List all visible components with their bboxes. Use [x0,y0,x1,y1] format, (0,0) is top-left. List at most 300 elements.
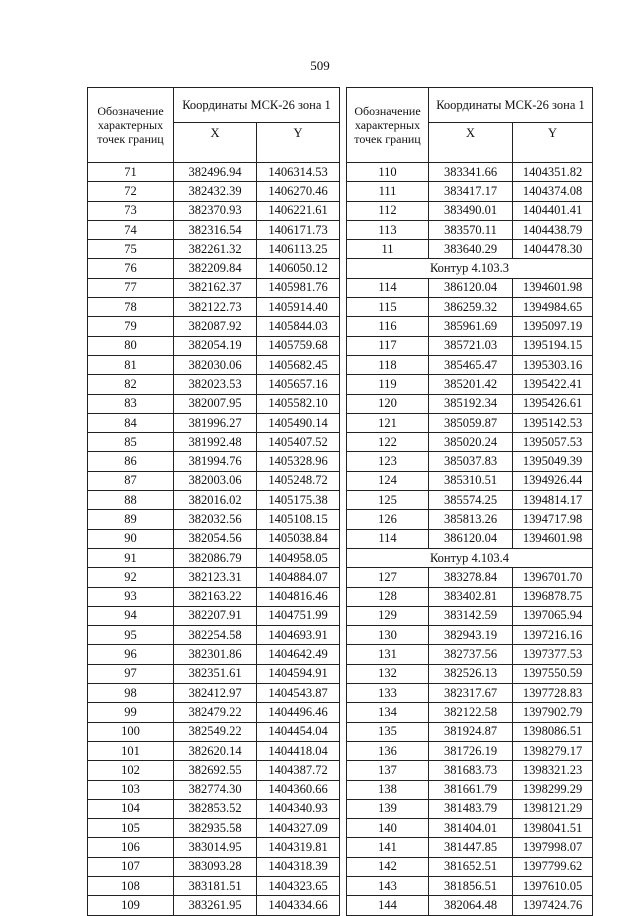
point-cell: 143 [347,876,429,895]
table-row [88,626,340,645]
y-cell: 1397550.59 [513,664,593,683]
table-row [347,896,593,915]
point-cell: 71 [88,163,174,182]
y-cell: 1406171.73 [257,220,340,239]
y-cell: 1404543.87 [257,684,340,703]
y-cell: 1404478.30 [513,240,593,259]
point-designation-header: Обозначение характерных точек границ [88,88,174,163]
point-cell: 91 [88,548,174,567]
x-header: X [429,123,513,163]
contour-row [347,548,593,567]
table-row [347,201,593,220]
table-row [347,684,593,703]
point-cell: 124 [347,471,429,490]
table-row [347,741,593,760]
point-cell: 97 [88,664,174,683]
table-row [347,182,593,201]
table-row [88,240,340,259]
table-row [347,606,593,625]
y-cell: 1404401.41 [513,201,593,220]
y-header: Y [257,123,340,163]
y-cell: 1397216.16 [513,626,593,645]
coordinates-table-left [87,87,340,916]
y-cell: 1405844.03 [257,317,340,336]
table-row [347,298,593,317]
y-cell: 1397728.83 [513,684,593,703]
x-cell: 382054.56 [174,529,257,548]
y-cell: 1406050.12 [257,259,340,278]
x-cell: 381994.76 [174,452,257,471]
y-cell: 1404319.81 [257,838,340,857]
table-row [88,182,340,201]
table-row [347,664,593,683]
point-cell: 101 [88,741,174,760]
point-cell: 129 [347,606,429,625]
point-cell: 79 [88,317,174,336]
point-cell: 11 [347,240,429,259]
point-cell: 73 [88,201,174,220]
point-cell: 116 [347,317,429,336]
point-cell: 114 [347,529,429,548]
point-cell: 104 [88,799,174,818]
y-cell: 1404693.91 [257,626,340,645]
point-cell: 112 [347,201,429,220]
x-cell: 383014.95 [174,838,257,857]
x-cell: 383261.95 [174,896,257,915]
table-row [88,510,340,529]
x-cell: 382943.19 [429,626,513,645]
point-cell: 122 [347,433,429,452]
contour-row [347,259,593,278]
y-cell: 1394601.98 [513,278,593,297]
table-row [347,568,593,587]
left-table-body [88,163,340,916]
x-cell: 382432.39 [174,182,257,201]
x-cell: 383278.84 [429,568,513,587]
point-cell: 82 [88,375,174,394]
table-row [88,780,340,799]
y-cell: 1398121.29 [513,799,593,818]
x-cell: 385201.42 [429,375,513,394]
point-cell: 90 [88,529,174,548]
x-cell: 385037.83 [429,452,513,471]
x-cell: 382853.52 [174,799,257,818]
point-cell: 85 [88,433,174,452]
point-cell: 86 [88,452,174,471]
point-cell: 119 [347,375,429,394]
y-cell: 1396701.70 [513,568,593,587]
x-cell: 382412.97 [174,684,257,703]
y-cell: 1395194.15 [513,336,593,355]
y-cell: 1406113.25 [257,240,340,259]
table-row [347,703,593,722]
table-row [88,298,340,317]
point-cell: 84 [88,413,174,432]
y-cell: 1404958.05 [257,548,340,567]
y-cell: 1395422.41 [513,375,593,394]
contour-label: Контур 4.103.4 [347,548,593,567]
y-cell: 1404454.04 [257,722,340,741]
point-cell: 76 [88,259,174,278]
x-cell: 385020.24 [429,433,513,452]
x-cell: 381683.73 [429,761,513,780]
y-cell: 1397377.53 [513,645,593,664]
x-cell: 382086.79 [174,548,257,567]
point-cell: 111 [347,182,429,201]
point-cell: 121 [347,413,429,432]
y-cell: 1404360.66 [257,780,340,799]
point-cell: 80 [88,336,174,355]
y-cell: 1404816.46 [257,587,340,606]
y-cell: 1405759.68 [257,336,340,355]
y-cell: 1405248.72 [257,471,340,490]
x-cell: 382032.56 [174,510,257,529]
x-cell: 383490.01 [429,201,513,220]
table-row [88,452,340,471]
x-cell: 383402.81 [429,587,513,606]
table-row [88,317,340,336]
x-cell: 382054.19 [174,336,257,355]
x-cell: 382122.58 [429,703,513,722]
table-row [88,220,340,239]
table-row [347,626,593,645]
point-cell: 95 [88,626,174,645]
point-cell: 141 [347,838,429,857]
x-cell: 382261.32 [174,240,257,259]
x-cell: 382064.48 [429,896,513,915]
table-row [88,819,340,838]
point-cell: 135 [347,722,429,741]
y-cell: 1397424.76 [513,896,593,915]
y-cell: 1397610.05 [513,876,593,895]
x-cell: 382620.14 [174,741,257,760]
y-cell: 1405914.40 [257,298,340,317]
x-cell: 381447.85 [429,838,513,857]
x-cell: 382935.58 [174,819,257,838]
y-cell: 1404387.72 [257,761,340,780]
y-cell: 1404594.91 [257,664,340,683]
point-cell: 83 [88,394,174,413]
y-cell: 1404884.07 [257,568,340,587]
x-cell: 382316.54 [174,220,257,239]
x-cell: 382254.58 [174,626,257,645]
y-cell: 1394984.65 [513,298,593,317]
point-cell: 94 [88,606,174,625]
table-row [88,163,340,182]
table-row [347,278,593,297]
y-cell: 1405657.16 [257,375,340,394]
x-cell: 382007.95 [174,394,257,413]
x-cell: 382351.61 [174,664,257,683]
y-cell: 1405407.52 [257,433,340,452]
point-cell: 96 [88,645,174,664]
table-row [88,355,340,374]
x-cell: 382030.06 [174,355,257,374]
table-row [347,857,593,876]
y-cell: 1404318.39 [257,857,340,876]
y-cell: 1395142.53 [513,413,593,432]
point-cell: 106 [88,838,174,857]
y-cell: 1395049.39 [513,452,593,471]
y-cell: 1406314.53 [257,163,340,182]
y-cell: 1405175.38 [257,491,340,510]
table-row [88,529,340,548]
x-cell: 386120.04 [429,278,513,297]
x-cell: 382123.31 [174,568,257,587]
coordinates-table-right [346,87,593,916]
y-cell: 1405582.10 [257,394,340,413]
x-cell: 382737.56 [429,645,513,664]
table-row [88,259,340,278]
table-row [88,664,340,683]
table-row [88,548,340,567]
y-cell: 1404351.82 [513,163,593,182]
y-cell: 1398279.17 [513,741,593,760]
table-row [88,413,340,432]
table-row [347,838,593,857]
y-cell: 1397902.79 [513,703,593,722]
x-cell: 381483.79 [429,799,513,818]
y-cell: 1397065.94 [513,606,593,625]
table-row [88,394,340,413]
coordinates-header: Координаты МСК-26 зона 1 [429,88,593,123]
x-cell: 386120.04 [429,529,513,548]
table-row [347,510,593,529]
table-row [88,375,340,394]
x-cell: 382209.84 [174,259,257,278]
y-cell: 1404374.08 [513,182,593,201]
point-cell: 118 [347,355,429,374]
table-row [88,876,340,895]
table-row [347,240,593,259]
table-row [347,220,593,239]
point-cell: 138 [347,780,429,799]
y-cell: 1394601.98 [513,529,593,548]
y-cell: 1405981.76 [257,278,340,297]
table-row [347,355,593,374]
table-row [88,433,340,452]
y-cell: 1404323.65 [257,876,340,895]
point-cell: 98 [88,684,174,703]
point-cell: 134 [347,703,429,722]
point-cell: 108 [88,876,174,895]
x-cell: 385310.51 [429,471,513,490]
x-cell: 382774.30 [174,780,257,799]
y-cell: 1398299.29 [513,780,593,799]
point-cell: 132 [347,664,429,683]
table-row [88,568,340,587]
x-cell: 382301.86 [174,645,257,664]
table-row [347,491,593,510]
y-cell: 1405038.84 [257,529,340,548]
y-header: Y [513,123,593,163]
table-row [347,336,593,355]
x-cell: 381996.27 [174,413,257,432]
x-cell: 382479.22 [174,703,257,722]
point-cell: 81 [88,355,174,374]
point-cell: 126 [347,510,429,529]
coordinates-header: Координаты МСК-26 зона 1 [174,88,340,123]
x-cell: 381992.48 [174,433,257,452]
x-cell: 383341.66 [429,163,513,182]
y-cell: 1398041.51 [513,819,593,838]
y-cell: 1404334.66 [257,896,340,915]
x-cell: 382016.02 [174,491,257,510]
point-cell: 102 [88,761,174,780]
y-cell: 1398086.51 [513,722,593,741]
x-cell: 385465.47 [429,355,513,374]
table-row [347,413,593,432]
point-cell: 115 [347,298,429,317]
table-row [88,201,340,220]
x-cell: 382496.94 [174,163,257,182]
y-cell: 1395097.19 [513,317,593,336]
table-row [347,433,593,452]
table-row [347,761,593,780]
point-designation-header: Обозначение характерных точек границ [347,88,429,163]
point-cell: 113 [347,220,429,239]
point-cell: 93 [88,587,174,606]
table-row [88,471,340,490]
point-cell: 87 [88,471,174,490]
x-cell: 385192.34 [429,394,513,413]
x-cell: 382549.22 [174,722,257,741]
y-cell: 1394926.44 [513,471,593,490]
x-cell: 382162.37 [174,278,257,297]
point-cell: 88 [88,491,174,510]
point-cell: 133 [347,684,429,703]
table-row [88,799,340,818]
table-row [347,799,593,818]
x-cell: 382692.55 [174,761,257,780]
x-cell: 381652.51 [429,857,513,876]
table-row [88,491,340,510]
x-cell: 382122.73 [174,298,257,317]
x-cell: 383417.17 [429,182,513,201]
contour-label: Контур 4.103.3 [347,259,593,278]
y-cell: 1395303.16 [513,355,593,374]
x-cell: 382370.93 [174,201,257,220]
y-cell: 1395426.61 [513,394,593,413]
y-cell: 1404751.99 [257,606,340,625]
x-cell: 385961.69 [429,317,513,336]
y-cell: 1405108.15 [257,510,340,529]
point-cell: 78 [88,298,174,317]
point-cell: 137 [347,761,429,780]
table-row [88,761,340,780]
point-cell: 123 [347,452,429,471]
y-cell: 1404438.79 [513,220,593,239]
y-cell: 1394717.98 [513,510,593,529]
y-cell: 1405682.45 [257,355,340,374]
table-row [347,163,593,182]
x-cell: 381661.79 [429,780,513,799]
point-cell: 125 [347,491,429,510]
x-cell: 383640.29 [429,240,513,259]
point-cell: 75 [88,240,174,259]
y-cell: 1397799.62 [513,857,593,876]
point-cell: 109 [88,896,174,915]
y-cell: 1397998.07 [513,838,593,857]
x-cell: 381726.19 [429,741,513,760]
table-row [88,838,340,857]
x-cell: 382207.91 [174,606,257,625]
y-cell: 1395057.53 [513,433,593,452]
x-cell: 382003.06 [174,471,257,490]
point-cell: 99 [88,703,174,722]
y-cell: 1405490.14 [257,413,340,432]
y-cell: 1405328.96 [257,452,340,471]
x-cell: 382526.13 [429,664,513,683]
point-cell: 139 [347,799,429,818]
table-row [88,857,340,876]
y-cell: 1406270.46 [257,182,340,201]
point-cell: 103 [88,780,174,799]
point-cell: 100 [88,722,174,741]
x-cell: 383142.59 [429,606,513,625]
table-row [88,684,340,703]
y-cell: 1404642.49 [257,645,340,664]
point-cell: 117 [347,336,429,355]
y-cell: 1396878.75 [513,587,593,606]
y-cell: 1398321.23 [513,761,593,780]
page-number: 509 [310,58,330,73]
x-cell: 381924.87 [429,722,513,741]
x-cell: 385574.25 [429,491,513,510]
table-row [88,703,340,722]
point-cell: 128 [347,587,429,606]
point-cell: 110 [347,163,429,182]
table-row [88,645,340,664]
point-cell: 92 [88,568,174,587]
x-cell: 382023.53 [174,375,257,394]
table-row [347,780,593,799]
table-row [347,394,593,413]
table-row [347,317,593,336]
point-cell: 105 [88,819,174,838]
y-cell: 1404418.04 [257,741,340,760]
x-cell: 385813.26 [429,510,513,529]
x-cell: 381856.51 [429,876,513,895]
y-cell: 1406221.61 [257,201,340,220]
x-header: X [174,123,257,163]
x-cell: 382087.92 [174,317,257,336]
point-cell: 144 [347,896,429,915]
point-cell: 114 [347,278,429,297]
table-row [347,375,593,394]
table-row [88,606,340,625]
point-cell: 136 [347,741,429,760]
table-row [88,336,340,355]
y-cell: 1404327.09 [257,819,340,838]
point-cell: 72 [88,182,174,201]
point-cell: 89 [88,510,174,529]
table-row [88,722,340,741]
x-cell: 383093.28 [174,857,257,876]
point-cell: 140 [347,819,429,838]
table-row [347,819,593,838]
y-cell: 1394814.17 [513,491,593,510]
y-cell: 1404496.46 [257,703,340,722]
x-cell: 383181.51 [174,876,257,895]
x-cell: 383570.11 [429,220,513,239]
x-cell: 382317.67 [429,684,513,703]
x-cell: 385721.03 [429,336,513,355]
table-row [88,896,340,915]
point-cell: 131 [347,645,429,664]
table-row [347,876,593,895]
table-row [347,529,593,548]
